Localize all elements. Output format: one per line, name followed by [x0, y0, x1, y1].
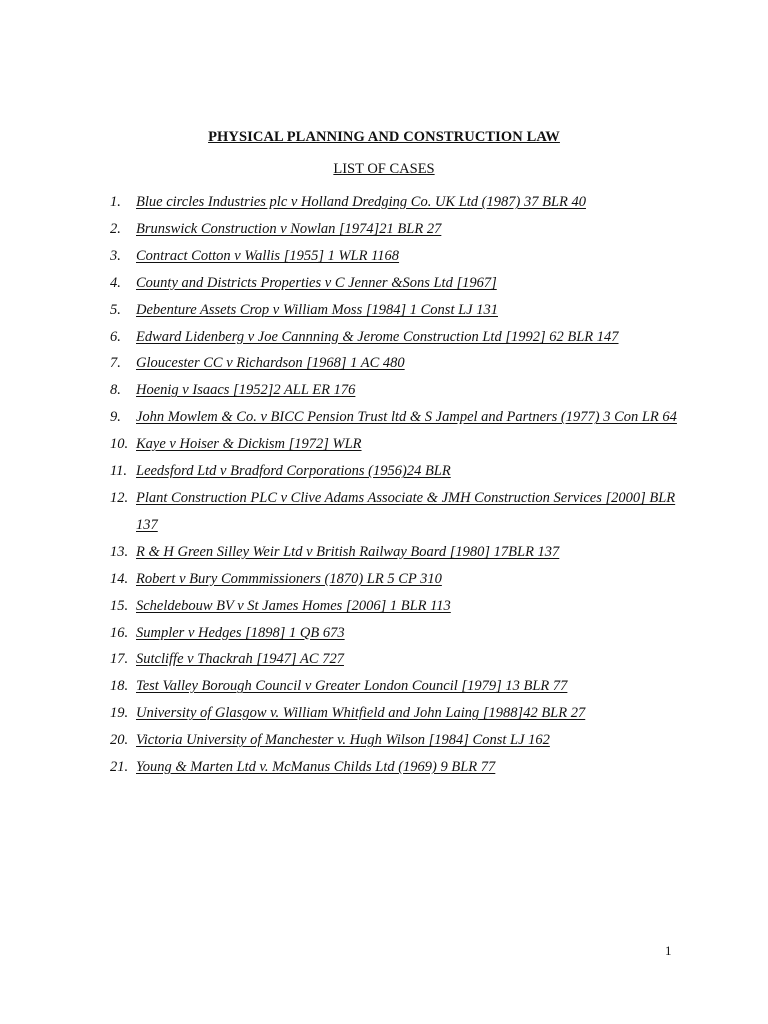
case-item	[110, 673, 685, 700]
case-number: 17.	[110, 651, 129, 668]
case-item	[110, 458, 685, 485]
case-number: 1.	[110, 194, 121, 210]
case-citation: Debenture Assets Crop v William Moss [1984] 1 Const LJ 131	[136, 301, 498, 318]
case-item	[110, 727, 685, 754]
case-number: 21.	[110, 759, 129, 776]
case-citation: Young & Marten Ltd v. McManus Childs Ltd (1969) 9 BLR 77	[136, 759, 496, 776]
case-citation: Brunswick Construction v Nowlan [1974]21 BLR 27	[136, 220, 442, 237]
case-number: 4.	[110, 274, 121, 291]
case-citation: Blue circles Industries plc v Holland Dredging Co. UK Ltd (1987) 37 BLR 40	[136, 194, 586, 210]
case-citation: Test Valley Borough Council v Greater London Council [1979] 13 BLR 77	[136, 678, 568, 695]
case-item	[110, 350, 685, 377]
case-item	[110, 620, 685, 647]
case-citation: Leedsford Ltd v Bradford Corporations (1956)24 BLR	[136, 463, 451, 480]
case-citation: R & H Green Silley Weir Ltd v British Railway Board [1980] 17BLR 137	[136, 543, 560, 560]
case-citation: Sutcliffe v Thackrah [1947] AC 727	[136, 651, 344, 668]
page-number: 1	[665, 943, 672, 958]
document-subtitle: LIST OF CASES	[333, 161, 435, 177]
case-number: 2.	[110, 220, 121, 237]
case-number: 10.	[110, 436, 129, 453]
case-citation: John Mowlem & Co. v BICC Pension Trust ltd & S Jampel and Partners (1977) 3 Con LR 64	[136, 409, 677, 426]
case-citation: Scheldebouw BV v St James Homes [2006] 1 BLR 113	[136, 597, 451, 614]
case-number: 14.	[110, 570, 129, 587]
case-item	[110, 270, 685, 297]
case-number: 9.	[110, 409, 121, 426]
case-list	[110, 189, 685, 781]
case-number: 16.	[110, 624, 129, 641]
case-citation: Edward Lidenberg v Joe Cannning & Jerome Construction Ltd [1992] 62 BLR 147	[136, 328, 619, 345]
document-title: PHYSICAL PLANNING AND CONSTRUCTION LAW	[208, 129, 560, 145]
case-number: 18.	[110, 678, 129, 695]
case-number: 19.	[110, 705, 129, 722]
case-number: 15.	[110, 597, 129, 614]
case-citation: Robert v Bury Commmissioners (1870) LR 5 CP 310	[136, 570, 442, 587]
case-item	[110, 243, 685, 270]
case-item	[110, 700, 685, 727]
case-number: 12.	[110, 489, 129, 506]
case-item	[110, 593, 685, 620]
case-item	[110, 431, 685, 458]
case-item	[110, 297, 685, 324]
case-number: 8.	[110, 382, 121, 399]
case-number: 6.	[110, 328, 121, 345]
case-item	[110, 646, 685, 673]
case-item	[110, 485, 685, 539]
case-item	[110, 216, 685, 243]
case-number: 5.	[110, 301, 121, 318]
case-number: 13.	[110, 543, 129, 560]
case-number: 11.	[110, 463, 128, 480]
case-item	[110, 404, 685, 431]
case-item	[110, 189, 685, 216]
case-item	[110, 377, 685, 404]
case-item	[110, 324, 685, 351]
case-number: 20.	[110, 732, 129, 749]
case-citation: Victoria University of Manchester v. Hugh Wilson [1984] Const LJ 162	[136, 732, 550, 749]
case-citation: Contract Cotton v Wallis [1955] 1 WLR 1168	[136, 247, 400, 264]
case-citation: University of Glasgow v. William Whitfield and John Laing [1988]42 BLR 27	[136, 705, 586, 722]
case-item	[110, 539, 685, 566]
case-citation: Sumpler v Hedges [1898] 1 QB 673	[136, 624, 345, 641]
case-number: 3.	[110, 247, 121, 264]
case-citation: Hoenig v Isaacs [1952]2 ALL ER 176	[136, 382, 356, 399]
case-citation: Kaye v Hoiser & Dickism [1972] WLR	[136, 436, 362, 453]
case-item	[110, 566, 685, 593]
case-citation: County and Districts Properties v C Jenner &Sons Ltd [1967]	[136, 274, 497, 291]
case-citation: Plant Construction PLC v Clive Adams Associate & JMH Construction Services [2000] BLR 137	[136, 489, 676, 533]
case-item	[110, 754, 685, 781]
case-number: 7.	[110, 355, 121, 372]
case-citation: Gloucester CC v Richardson [1968] 1 AC 480	[136, 355, 405, 372]
